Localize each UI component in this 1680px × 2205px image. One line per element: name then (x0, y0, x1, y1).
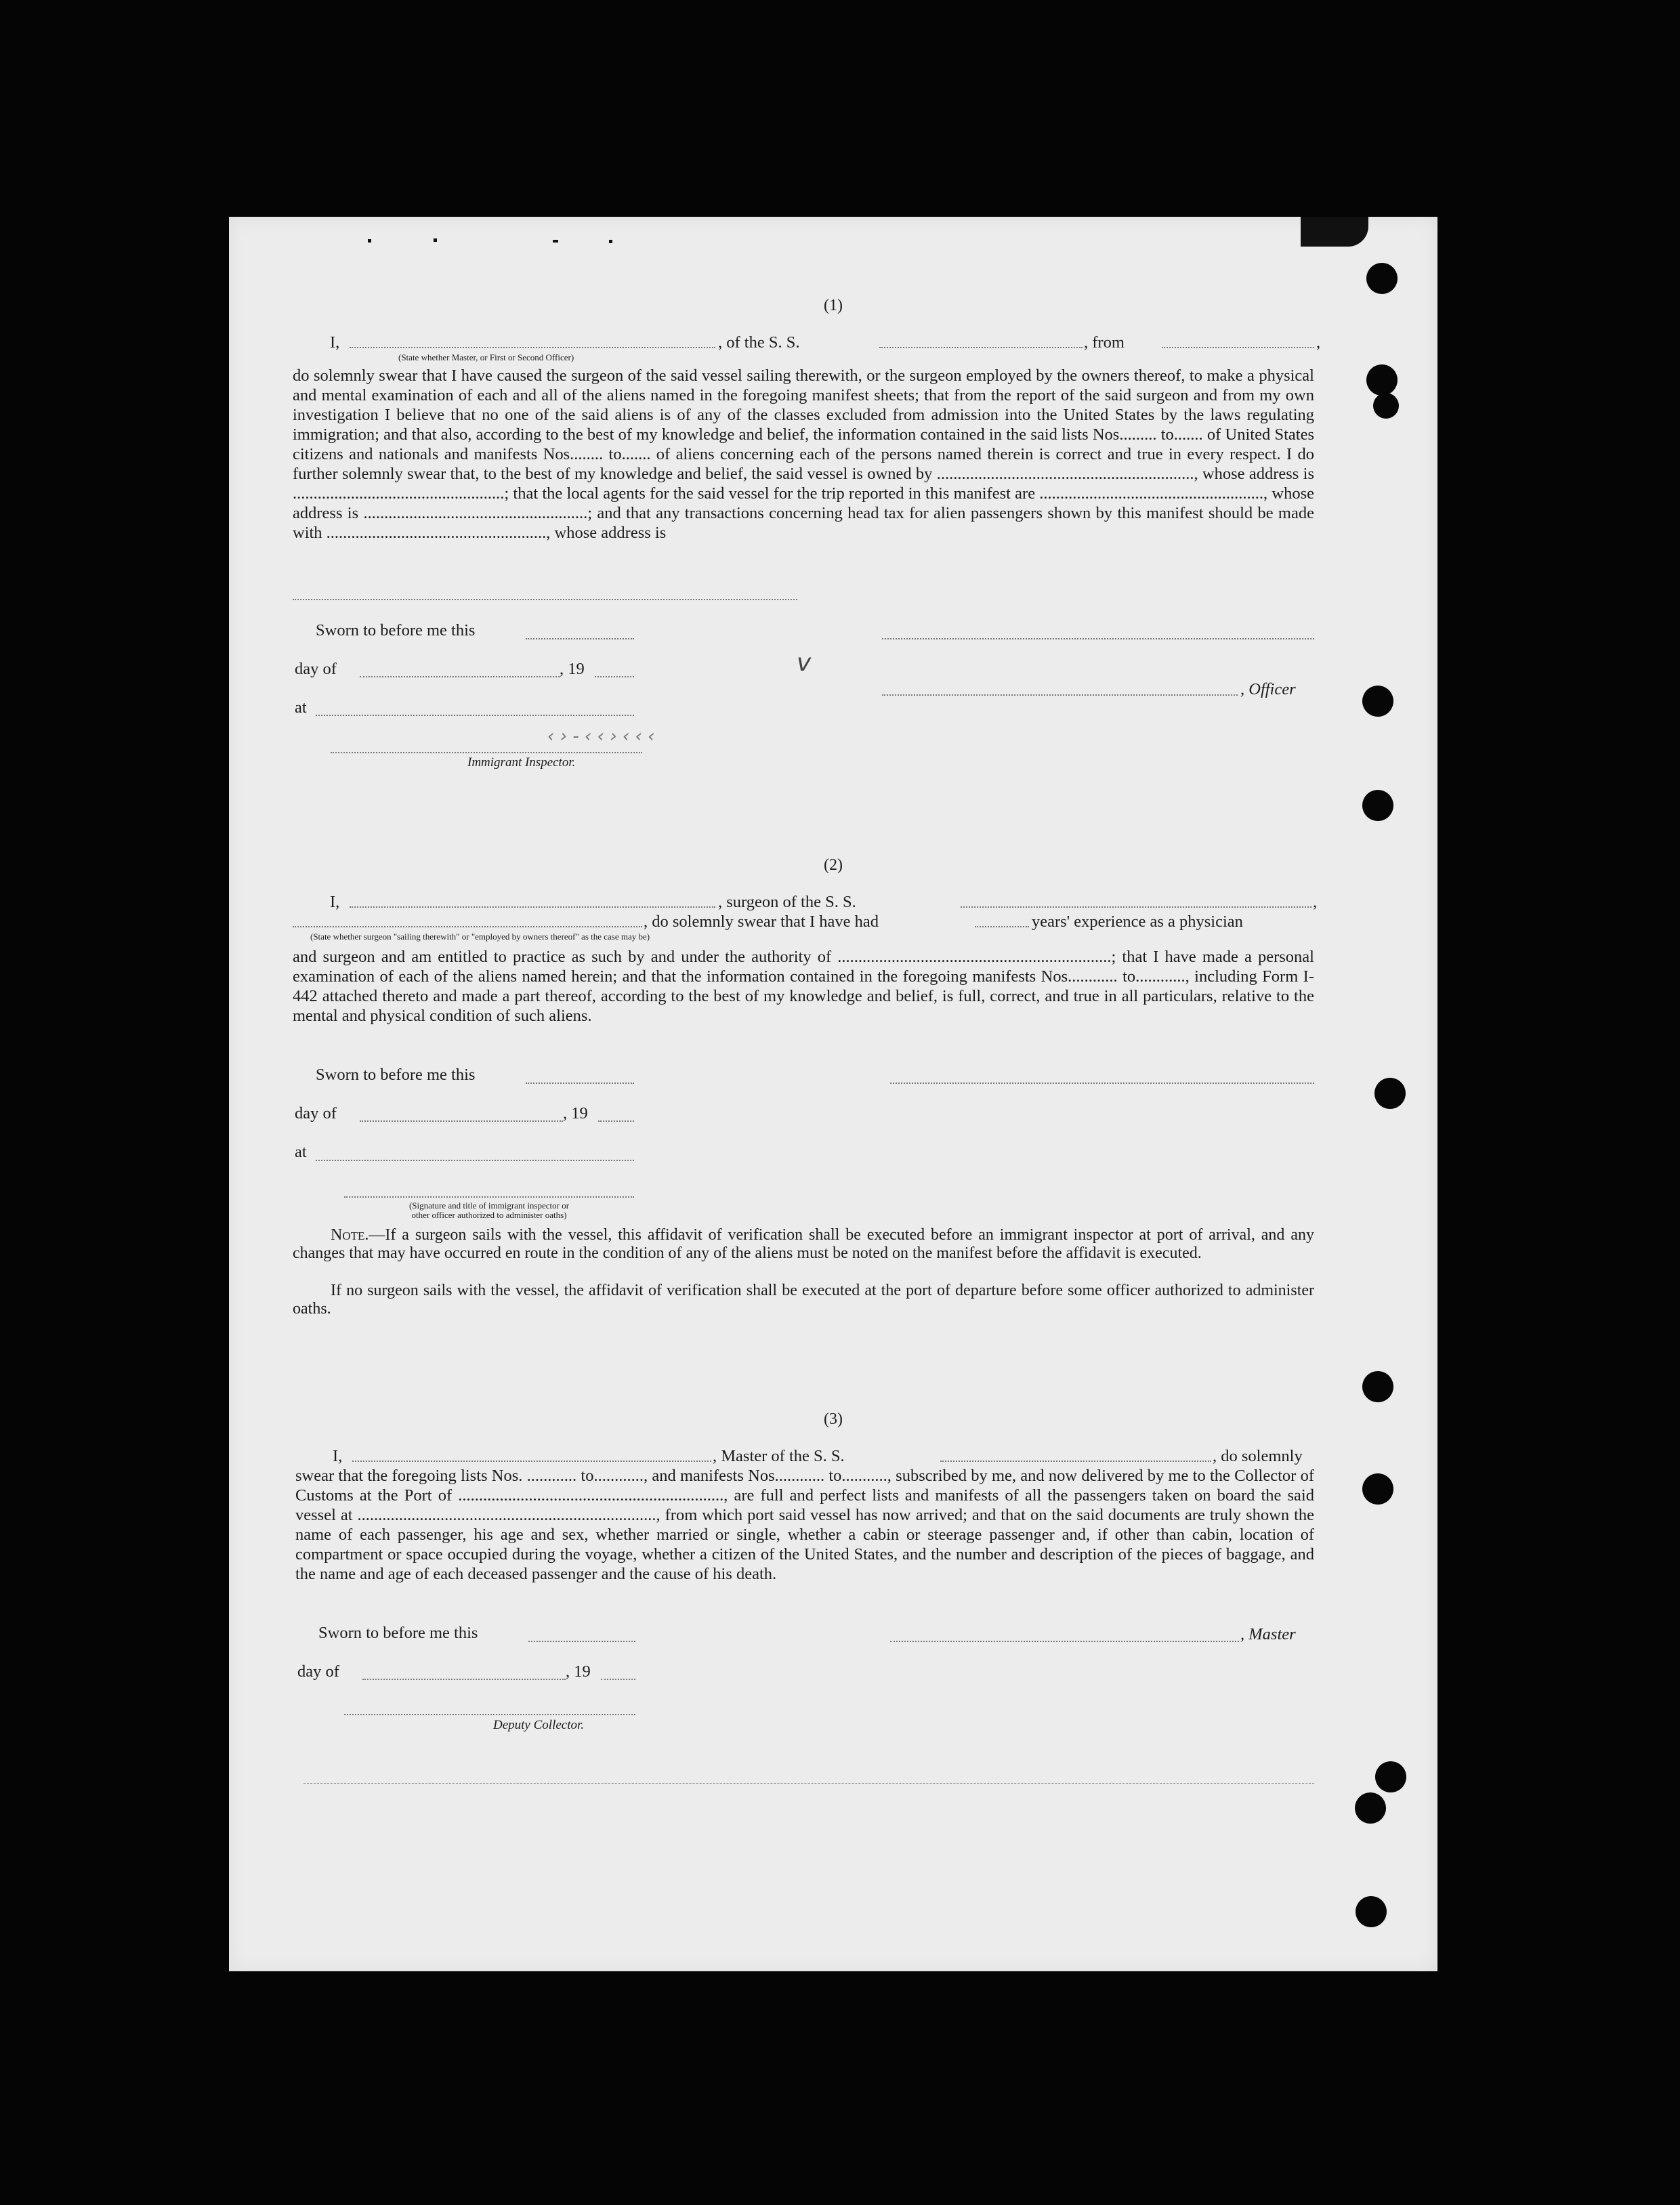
s2-line1-mid: , surgeon of the S. S. (718, 893, 856, 911)
punch-hole (1362, 1371, 1393, 1402)
section-3-number: (3) (824, 1410, 843, 1428)
punch-hole (1366, 263, 1398, 294)
s2-sworn-blank (526, 1083, 634, 1084)
s2-note-2: If no surgeon sails with the vessel, the affidavit of verification shall be executed at the port of departure before some officer authorized to administer oaths. (293, 1282, 1314, 1318)
s2-officer-sig-blank (344, 1196, 634, 1198)
form-page (229, 217, 1437, 1971)
punch-hole (1374, 1078, 1406, 1109)
punch-hole (1355, 1792, 1386, 1824)
s3-year-blank (601, 1679, 635, 1680)
s3-master: , Master (1240, 1625, 1296, 1643)
inspector-signature-scrawl: ‹ › - ‹ ‹ › ‹ ‹ ‹ (547, 726, 655, 747)
s1-line1-comma: , (1316, 333, 1321, 352)
s2-caption: (State whether surgeon "sailing therewith" or "employed by owners thereof" as the case may be) (310, 931, 650, 942)
s1-caption: (State whether Master, or First or Second Officer) (398, 352, 574, 362)
speck (553, 240, 558, 243)
s1-at: at (295, 698, 307, 717)
s3-paragraph: swear that the foregoing lists Nos. ............ to............, and manifests Nos............ to..........., subscribed by me, and now delivered by me to the Collector of Customs at the Port of ................................................................, are full and perfect lists and manifests of all the passengers taken on board the said vessel at ........................................................................, from which port said vessel has now arrived; and that on the said documents are truly shown the name of each passenger, his age and sex, whether married or single, whether a cabin or steerage passenger and, if other than cabin, location of compartment or space occupied during the voyage, whether a citizen of the United States, and the number and description of the pieces of baggage, and the name and age of each deceased passenger and the cause of his death. (295, 1467, 1314, 1583)
s2-sworn: Sworn to before me this (316, 1066, 476, 1084)
s2-paragraph: and surgeon and am entitled to practice as such by and under the authority of ..................................................................; that I have made a personal examination of each of the aliens named herein; and that the information contained in the foregoing manifests Nos............ to............, including Form I-442 attached thereto and made a part thereof, according to the best of my knowledge and belief, is full, correct, and true in all particulars, relative to the mental and physical condition of such aliens. (293, 948, 1314, 1025)
s3-collector-blank (344, 1714, 635, 1715)
punch-hole (1362, 1473, 1393, 1505)
s2-line2-mid: , do solemnly swear that I have had (644, 912, 879, 931)
s3-name-blank (352, 1461, 711, 1462)
s3-collector: Deputy Collector. (493, 1718, 585, 1732)
s2-year-blank (598, 1120, 634, 1122)
section-2-number: (2) (824, 856, 843, 874)
s2-sig-blank (890, 1083, 1314, 1084)
s1-year-blank (595, 676, 634, 677)
s2-sig-caption-2: other officer authorized to administer oaths) (411, 1210, 567, 1220)
speck (609, 240, 612, 243)
s2-line1-comma: , (1313, 893, 1318, 911)
s3-day-blank (362, 1679, 566, 1680)
s1-day-of: day of (295, 660, 337, 678)
check-mark: v (797, 649, 812, 677)
s1-paragraph: do solemnly swear that I have caused the surgeon of the said vessel sailing therewith, or the surgeon employed by the owners thereof, to make a physical and mental examination of each and all of the aliens named in the foregoing manifest sheets; that from the report of the said surgeon and from my own investigation I believe that no one of the said aliens is of any of the classes excluded from admission into the United States by the laws regulating immigration; and that also, according to the best of my knowledge and belief, the information contained in the said lists Nos......... to....... of United States citizens and nationals and manifests Nos........ to....... of aliens concerning each of the persons named therein is correct and true in every respect. I do further solemnly swear that, to the best of my knowledge and belief, the said vessel is owned by .............................................................., whose address is ...................................................; that the local agents for the said vessel for the trip reported in this manifest are ......................................................, whose address is ......................................................; and that any transactions concerning head tax for alien passengers shown by this manifest should be made with ....................................................., whose address is (293, 366, 1314, 542)
s1-address-blank (293, 599, 797, 600)
note-1-text: —If a surgeon sails with the vessel, this affidavit of verification shall be executed before an immigrant inspector at port of arrival, and any changes that may have occurred en route in the condition of any of the aliens must be noted on the manifest before the affidavit is executed. (293, 1226, 1314, 1262)
s3-master-blank (890, 1641, 1239, 1642)
s2-type-blank (293, 926, 642, 927)
s2-day-of: day of (295, 1104, 337, 1122)
s2-sig-caption-1: (Signature and title of immigrant inspector or (408, 1200, 570, 1211)
s2-line1-i: I, (330, 893, 340, 911)
s3-line1-end: , do solemnly (1213, 1447, 1303, 1465)
section-1-number: (1) (824, 297, 843, 314)
s3-year: , 19 (566, 1662, 591, 1681)
s2-day-blank (360, 1120, 563, 1122)
s1-vessel-blank (879, 347, 1083, 348)
s1-sworn-blank (526, 638, 634, 639)
s1-inspector-blank (331, 752, 642, 753)
note-label: Note. (331, 1226, 369, 1244)
punch-hole (1375, 1761, 1406, 1792)
s1-line1-mid: , of the S. S. (718, 333, 800, 352)
punch-hole (1373, 393, 1399, 419)
s1-at-blank (316, 715, 634, 716)
s1-name-blank (350, 347, 715, 348)
speck (368, 239, 371, 243)
punch-hole (1362, 686, 1393, 717)
s3-line1-mid: , Master of the S. S. (713, 1447, 845, 1465)
s3-day-of: day of (297, 1662, 339, 1681)
punch-hole (1366, 364, 1398, 396)
s2-note-1 (293, 1226, 1314, 1263)
s2-vessel-blank (961, 906, 1311, 908)
s1-sig-blank-1 (882, 638, 1314, 639)
punch-hole (1362, 790, 1393, 821)
s1-officer: , Officer (1240, 680, 1296, 698)
s1-inspector: Immigrant Inspector. (467, 755, 576, 770)
s1-from-blank (1162, 347, 1314, 348)
s1-officer-blank (882, 694, 1238, 696)
s3-sworn: Sworn to before me this (318, 1624, 478, 1642)
s2-at-blank (316, 1160, 634, 1161)
torn-corner (1301, 217, 1368, 247)
s3-sworn-blank (528, 1641, 635, 1642)
s1-year: , 19 (560, 660, 585, 678)
s1-sworn: Sworn to before me this (316, 621, 476, 639)
s1-line1-i: I, (330, 333, 340, 352)
s2-year: , 19 (563, 1104, 588, 1122)
s2-at: at (295, 1143, 307, 1161)
s2-name-blank (350, 906, 715, 908)
s3-vessel-blank (940, 1461, 1211, 1462)
s2-line2-end: years' experience as a physician (1032, 912, 1243, 931)
s1-day-blank (360, 676, 560, 677)
speck (434, 238, 437, 242)
bottom-divider (303, 1783, 1314, 1784)
s2-years-blank (975, 926, 1029, 927)
s3-line1-i: I, (333, 1447, 343, 1465)
s1-line1-from: , from (1084, 333, 1125, 352)
punch-hole (1356, 1896, 1387, 1927)
